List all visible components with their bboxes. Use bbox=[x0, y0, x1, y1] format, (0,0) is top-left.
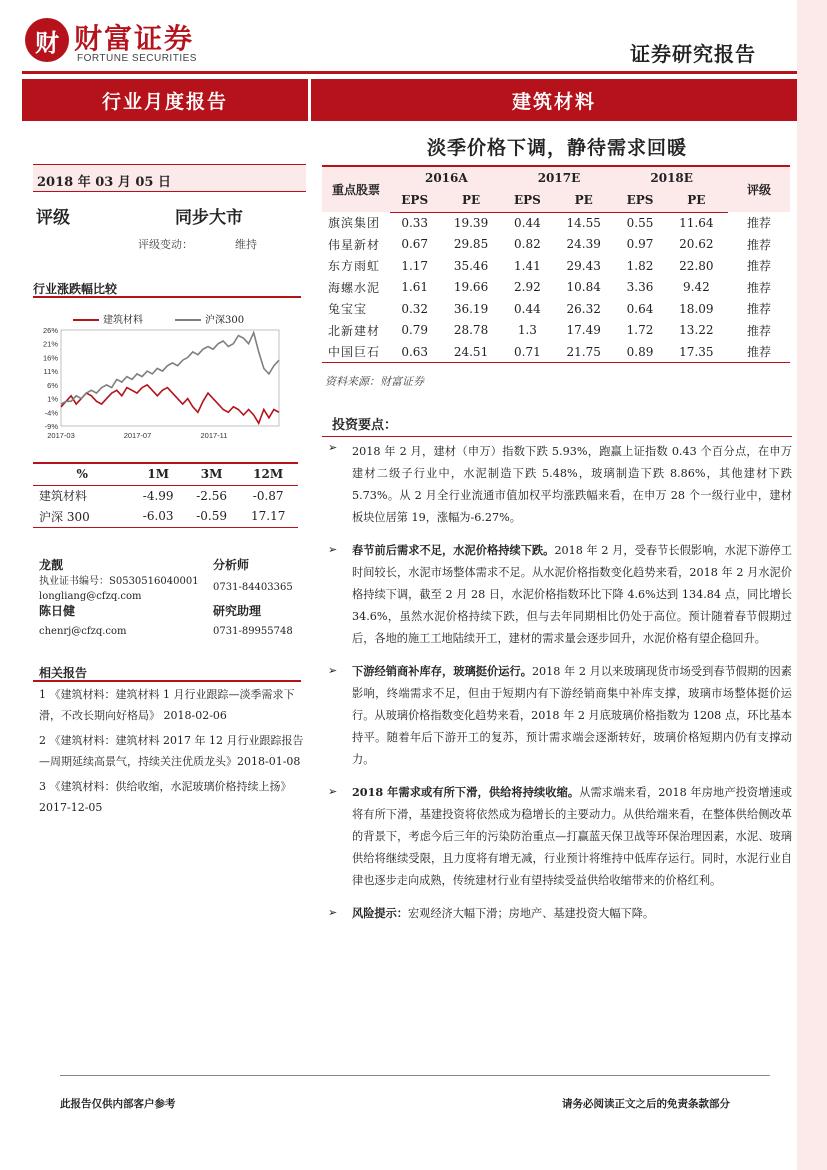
sub-header: EPS bbox=[503, 189, 552, 212]
year-header: 2016A bbox=[390, 166, 503, 189]
invest-points bbox=[322, 436, 792, 935]
series-line-沪深300 bbox=[61, 333, 279, 404]
table-cell: 0.67 bbox=[401, 237, 429, 252]
point-text: 2018 年 2 月，建材（申万）指数下跌 5.93%，跑赢上证指数 0.43 个百分点，在申万建材二级子行业中，水泥制造下跌 5.48%，玻璃制造下跌 8.86%，其他建材下跌 5.73%。从 2 月全行业流通市值加权平均涨跌幅来看，在申万 28 个一级行业中，建材板块位居第 19，涨幅为-6.27%。 bbox=[352, 445, 792, 524]
related-title: 相关报告 bbox=[39, 666, 88, 680]
table-cell: 24.51 bbox=[439, 341, 502, 363]
table-cell: 0.55 bbox=[626, 216, 654, 230]
point-heading: 2018 年需求或有所下滑，供给将持续收缩。 bbox=[352, 785, 580, 799]
table-cell: 35.46 bbox=[453, 258, 489, 273]
table-cell: 20.62 bbox=[679, 237, 714, 252]
year-header: 2018E bbox=[615, 166, 728, 189]
point-heading: 春节前后需求不足，水泥价格持续下跌。 bbox=[352, 543, 555, 557]
invest-point bbox=[322, 781, 792, 892]
table-cell: 2.92 bbox=[514, 280, 541, 295]
point-heading: 下游经销商补库存，玻璃挺价运行。 bbox=[352, 664, 532, 678]
valuation-table bbox=[322, 165, 790, 363]
valuation-subheader-row bbox=[322, 189, 790, 212]
table-cell: 0.89 bbox=[615, 341, 664, 363]
table-cell: 1.72 bbox=[626, 323, 654, 338]
stock-rating: 推荐 bbox=[746, 259, 771, 274]
rating-header: 评级 bbox=[728, 166, 790, 212]
brand-name-en: FORTUNE SECURITIES bbox=[77, 53, 197, 64]
table-cell: 21.75 bbox=[552, 341, 615, 363]
stock-rating: 推荐 bbox=[746, 280, 771, 295]
table-cell: 29.43 bbox=[566, 258, 601, 273]
sub-header: PE bbox=[439, 189, 502, 212]
related-item[interactable]: 2 《建筑材料：建筑材料 2017 年 12 月行业跟踪报告—周期延续高景气，持续关注优质龙头》2018-01-08 bbox=[39, 734, 304, 768]
headline: 淡季价格下调，静待需求回暖 bbox=[426, 137, 687, 159]
table-cell: 13.22 bbox=[679, 323, 714, 338]
perf-col-1m: 1M bbox=[131, 463, 184, 485]
y-tick-label: 6% bbox=[47, 380, 58, 390]
rating-change-value: 维持 bbox=[235, 238, 257, 251]
perf-col-3m: 3M bbox=[185, 463, 238, 485]
table-cell: 19.66 bbox=[453, 280, 489, 295]
arrow-bullet-icon: ➢ bbox=[328, 441, 338, 454]
sub-header: PE bbox=[552, 189, 615, 212]
analyst1-email[interactable]: longliang@cfzq.com bbox=[39, 591, 142, 602]
table-row bbox=[322, 234, 790, 256]
table-cell: 17.49 bbox=[566, 323, 601, 338]
related-underline bbox=[33, 680, 301, 682]
analyst2-email[interactable]: chenrj@cfzq.com bbox=[39, 626, 127, 637]
rating-value: 同步大市 bbox=[175, 208, 243, 228]
table-row bbox=[322, 298, 790, 320]
valuation-header-row bbox=[322, 166, 790, 189]
footer-divider bbox=[60, 1075, 770, 1076]
stock-rating: 推荐 bbox=[746, 323, 771, 338]
table-cell: 0.97 bbox=[626, 237, 654, 252]
table-cell: 1.61 bbox=[401, 280, 429, 295]
arrow-bullet-icon: ➢ bbox=[328, 906, 338, 919]
table-cell: -6.03 bbox=[131, 506, 184, 527]
point-heading: 风险提示： bbox=[352, 906, 408, 920]
table-row bbox=[322, 255, 790, 277]
point-text: 2018 年 2 月，受春节长假影响，水泥下游停工时间较长，水泥市场整体需求不足。从水泥价格指数变化趋势来看，2018 年 2 月水泥价格持续下调，截至 2 月 28 日，水泥价格指数环比下降 4.6%达到 134.84 点，同比增长 34.6%，虽然水泥价格持续下跌，但与去年同期相比仍处于高位。预计随着春节假期过后，各地的施工工地陆续开工，建材的需求量会逐步回升，水泥价格有望企稳回升。 bbox=[352, 544, 792, 645]
table-cell: 0.32 bbox=[401, 301, 429, 316]
rating-label: 评级 bbox=[36, 208, 70, 228]
table-cell: 29.85 bbox=[453, 237, 489, 252]
stock-name: 海螺水泥 bbox=[328, 280, 381, 295]
sub-header: PE bbox=[665, 189, 728, 212]
y-tick-label: 26% bbox=[42, 326, 58, 335]
sub-header: EPS bbox=[390, 189, 439, 212]
perf-table bbox=[33, 462, 298, 528]
year-header: 2017E bbox=[503, 166, 616, 189]
table-cell: 9.42 bbox=[683, 280, 710, 295]
table-cell: 19.39 bbox=[453, 216, 489, 230]
valuation-body bbox=[322, 212, 790, 363]
y-tick-label: 11% bbox=[43, 367, 58, 377]
table-cell: 0.63 bbox=[390, 341, 439, 363]
y-tick-label: 1% bbox=[47, 394, 58, 404]
point-text: 宏观经济大幅下滑；房地产、基建投资大幅下降。 bbox=[407, 907, 655, 920]
stock-name: 伟星新材 bbox=[328, 237, 381, 252]
brand-logo-icon: 财 bbox=[25, 18, 69, 62]
point-text: 从需求端来看，2018 年房地产投资增速或将有所下滑，基建投资将依然成为稳增长的主要动力。从供给端来看，在整体供给侧改革的背景下，考虑今后三年的污染防治重点—打赢蓝天保卫战等环保治理因素，水泥、玻璃供给将继续受限，且力度将有增无减，行业预计将维持中低库存运行。同时，水泥行业自律也逐步走向成熟，传统建材行业有望持续受益供给收缩带来的价格红利。 bbox=[352, 786, 792, 887]
perf-line-chart bbox=[33, 302, 298, 450]
table-cell: -2.56 bbox=[196, 488, 227, 503]
table-cell: 0.44 bbox=[514, 301, 541, 316]
stock-name: 东方雨虹 bbox=[328, 259, 381, 274]
table-cell: 0.44 bbox=[514, 216, 541, 230]
arrow-bullet-icon: ➢ bbox=[328, 543, 338, 556]
stock-rating: 推荐 bbox=[746, 216, 771, 231]
arrow-bullet-icon: ➢ bbox=[328, 785, 338, 798]
table-cell: 24.39 bbox=[566, 237, 601, 252]
sub-header: EPS bbox=[615, 189, 664, 212]
x-tick-label: 2017-03 bbox=[47, 431, 75, 440]
stock-rating: 推荐 bbox=[746, 237, 771, 252]
arrow-bullet-icon: ➢ bbox=[328, 664, 338, 677]
table-cell: 3.36 bbox=[626, 280, 654, 295]
analyst1-name: 龙靓 bbox=[39, 558, 64, 572]
rating-change-label: 评级变动： bbox=[138, 238, 193, 251]
report-type: 证券研究报告 bbox=[630, 42, 756, 66]
table-cell: 36.19 bbox=[453, 301, 489, 316]
legend-label: 沪深300 bbox=[205, 315, 245, 326]
invest-point bbox=[322, 436, 792, 529]
analyst1-license: 执业证书编号：S0530516040001 bbox=[39, 576, 199, 587]
table-cell: 0.71 bbox=[503, 341, 552, 363]
role1-title: 分析师 bbox=[213, 558, 250, 572]
table-cell: 22.80 bbox=[679, 258, 714, 273]
y-tick-label: -4% bbox=[44, 408, 58, 418]
perf-col-label: % bbox=[33, 463, 131, 485]
x-tick-label: 2017-11 bbox=[200, 431, 228, 440]
table-row bbox=[33, 485, 298, 506]
table-row bbox=[33, 506, 298, 527]
invest-title: 投资要点： bbox=[332, 418, 398, 433]
related-list bbox=[39, 684, 304, 818]
related-item[interactable]: 3 《建筑材料：供给收缩，水泥玻璃价格持续上扬》 2017-12-05 bbox=[39, 780, 292, 814]
role1-phone: 0731-84403365 bbox=[213, 582, 293, 593]
table-cell: 26.32 bbox=[566, 301, 601, 316]
perf-chart-title: 行业涨跌幅比较 bbox=[33, 282, 118, 296]
banner-report-kind: 行业月度报告 bbox=[101, 90, 228, 113]
role2-title: 研究助理 bbox=[213, 604, 262, 618]
x-tick-label: 2017-07 bbox=[123, 431, 152, 440]
table-row bbox=[322, 212, 790, 234]
table-row bbox=[322, 320, 790, 342]
table-row bbox=[322, 277, 790, 299]
stock-rating: 推荐 bbox=[728, 341, 790, 363]
side-stripe bbox=[797, 0, 827, 1170]
table-cell: -0.59 bbox=[185, 506, 238, 527]
y-tick-label: -9% bbox=[44, 422, 58, 431]
table-cell: 0.33 bbox=[401, 216, 429, 230]
stock-rating: 推荐 bbox=[746, 302, 771, 317]
y-tick-label: 16% bbox=[42, 353, 58, 363]
perf-chart-underline bbox=[33, 296, 301, 298]
table-cell: 1.41 bbox=[514, 258, 541, 273]
stock-name: 北新建材 bbox=[328, 323, 381, 338]
table-cell: 18.09 bbox=[679, 301, 714, 316]
table-cell: 1.82 bbox=[626, 258, 654, 273]
perf-table-header bbox=[33, 463, 298, 485]
analyst2-name: 陈日健 bbox=[39, 604, 76, 618]
point-text: 2018 年 2 月以来玻璃现货市场受到春节假期的因素影响，终端需求不足，但由于短期内有下游经销商集中补库支撑，玻璃市场整体挺价运行。从玻璃价格指数变化趋势来看，2018 年 2 月底玻璃价格指数为 1208 点，环比基本持平。随着年后下游开工的复苏，预计需求端会逐渐转好，玻璃价格短期内仍有支撑动力。 bbox=[352, 665, 792, 766]
table-cell: -4.99 bbox=[142, 488, 174, 503]
footer-disclaimer-link[interactable]: 请务必阅读正文之后的免责条款部分 bbox=[562, 1098, 730, 1110]
table-cell: 1.3 bbox=[517, 323, 537, 338]
perf-col-12m: 12M bbox=[238, 463, 298, 485]
table-cell: 沪深 300 bbox=[33, 506, 131, 527]
table-cell: 1.17 bbox=[401, 258, 429, 273]
invest-point bbox=[322, 660, 792, 771]
table-source: 资料来源：财富证券 bbox=[325, 375, 424, 388]
table-cell: 17.17 bbox=[238, 506, 298, 527]
table-cell: 14.55 bbox=[566, 216, 601, 230]
footer-note: 此报告仅供内部客户参考 bbox=[60, 1098, 176, 1110]
table-cell: 建筑材料 bbox=[39, 489, 88, 504]
stock-name: 兔宝宝 bbox=[328, 302, 368, 317]
table-cell: -0.87 bbox=[252, 488, 284, 503]
table-cell: 0.82 bbox=[514, 237, 541, 252]
invest-point bbox=[322, 902, 792, 925]
header-divider bbox=[22, 71, 797, 74]
related-item[interactable]: 1 《建筑材料：建筑材料 1 月行业跟踪—淡季需求下滑，不改长期向好格局》 2018-02-06 bbox=[39, 688, 295, 722]
report-date: 2018 年 03 月 05 日 bbox=[33, 164, 306, 192]
stock-name: 中国巨石 bbox=[322, 341, 390, 363]
invest-point bbox=[322, 539, 792, 650]
table-cell: 0.79 bbox=[401, 323, 429, 338]
stock-header: 重点股票 bbox=[322, 166, 390, 212]
table-cell: 28.78 bbox=[453, 323, 489, 338]
legend-label: 建筑材料 bbox=[103, 315, 143, 326]
table-row bbox=[322, 341, 790, 363]
table-cell: 11.64 bbox=[679, 216, 714, 230]
role2-phone: 0731-89955748 bbox=[213, 626, 293, 637]
table-cell: 10.84 bbox=[566, 280, 601, 295]
stock-name: 旗滨集团 bbox=[328, 216, 381, 231]
y-tick-label: 21% bbox=[42, 339, 58, 349]
table-cell: 0.64 bbox=[626, 301, 654, 316]
table-cell: 17.35 bbox=[665, 341, 728, 363]
brand-name: 财富证券 bbox=[74, 22, 195, 55]
banner-industry: 建筑材料 bbox=[511, 90, 596, 113]
